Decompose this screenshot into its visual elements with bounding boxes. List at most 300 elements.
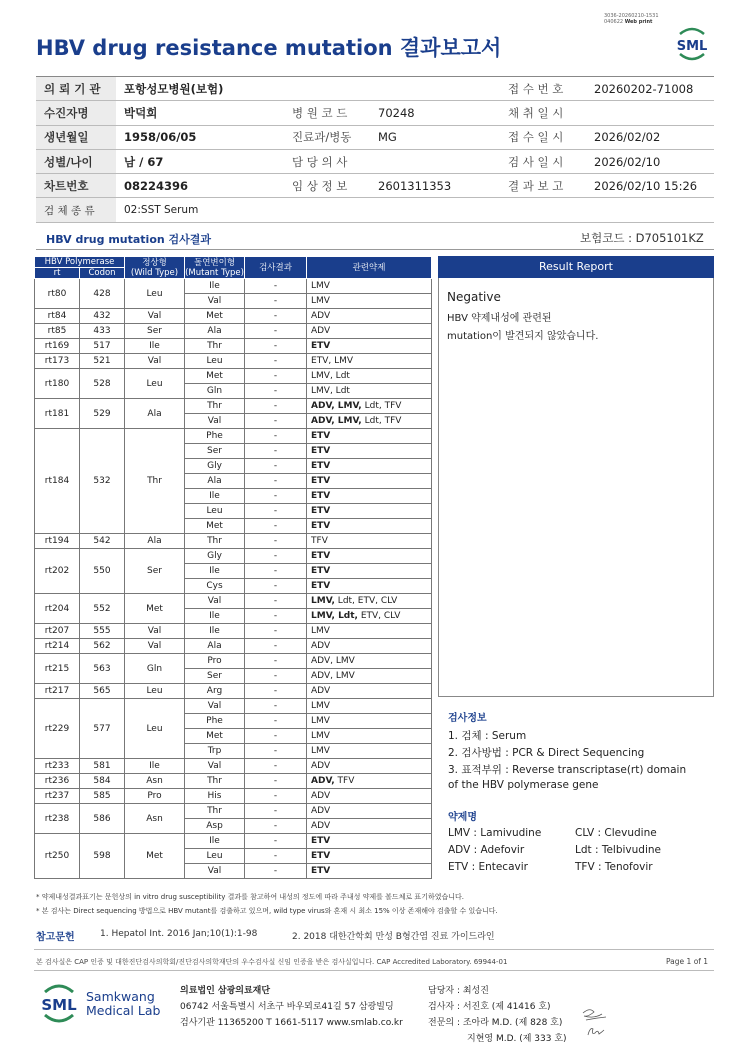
- drug-cell: [307, 834, 432, 849]
- drug-cell: [307, 399, 432, 414]
- result-cell: -: [245, 474, 307, 489]
- result-cell: -: [245, 849, 307, 864]
- collect-date-label: 채 취 일 시: [500, 101, 586, 125]
- drug-cell: [307, 579, 432, 594]
- mutant-type-cell: Phe: [185, 429, 245, 444]
- print-id: 3036-20260210-1531 040622 Web print: [604, 13, 659, 25]
- result-cell: -: [245, 729, 307, 744]
- note-2: * 본 검사는 Direct sequencing 방법으로 HBV mutant를 검출하고 있으며, wild type virus와 혼재 시 최소 15% 이상 존재해야 검출할 수 있습니다.: [36, 907, 498, 915]
- drug-name-item: ETV : Entecavir: [448, 861, 528, 873]
- drug-text: ETV: [311, 566, 331, 576]
- drug-text: Ldt, ETV, CLV: [334, 596, 398, 606]
- mutation-row: [35, 279, 432, 294]
- report-date-label: 결 과 보 고: [500, 174, 586, 198]
- wild-type-cell: Ile: [125, 339, 185, 354]
- mutant-type-cell: Phe: [185, 714, 245, 729]
- codon-cell: 581: [80, 759, 125, 774]
- rt-cell: rt238: [35, 804, 80, 834]
- sex-age-value: 남 / 67: [116, 149, 284, 173]
- result-cell: -: [245, 654, 307, 669]
- drug-name-item: Ldt : Telbivudine: [575, 844, 661, 856]
- drug-cell: [307, 354, 432, 369]
- wild-type-cell: Leu: [125, 699, 185, 759]
- wild-type-cell: Leu: [125, 369, 185, 399]
- mutant-type-cell: Met: [185, 309, 245, 324]
- specimen-value: 02:SST Serum: [116, 198, 714, 222]
- drug-cell: [307, 339, 432, 354]
- mutant-type-cell: Thr: [185, 399, 245, 414]
- result-cell: -: [245, 684, 307, 699]
- result-cell: -: [245, 339, 307, 354]
- rt-cell: rt194: [35, 534, 80, 549]
- codon-cell: 521: [80, 354, 125, 369]
- doctor-label: 담 당 의 사: [284, 149, 370, 173]
- result-cell: -: [245, 834, 307, 849]
- result-text-line1: HBV 약제내성에 관련된: [447, 313, 552, 324]
- result-cell: -: [245, 789, 307, 804]
- rt-cell: rt204: [35, 594, 80, 624]
- chart-value: 08224396: [116, 174, 284, 198]
- drug-cell: [307, 594, 432, 609]
- drug-text: LMV: [311, 296, 330, 306]
- mutant-type-cell: Ile: [185, 834, 245, 849]
- drug-cell: [307, 429, 432, 444]
- codon-cell: 598: [80, 834, 125, 879]
- mutant-type-cell: Trp: [185, 744, 245, 759]
- drug-text: ETV: [311, 866, 331, 876]
- result-cell: -: [245, 774, 307, 789]
- wild-type-cell: Ser: [125, 324, 185, 339]
- drug-cell: [307, 759, 432, 774]
- result-cell: -: [245, 354, 307, 369]
- codon-cell: 563: [80, 654, 125, 684]
- drug-text: ETV: [311, 446, 331, 456]
- drug-cell: [307, 744, 432, 759]
- result-cell: -: [245, 864, 307, 879]
- sex-age-label: 성별/나이: [36, 149, 116, 173]
- drug-text: Ldt, TFV: [361, 401, 402, 411]
- wild-type-cell: Asn: [125, 774, 185, 789]
- mutant-type-cell: Thr: [185, 774, 245, 789]
- drug-names-title: 약제명: [448, 812, 477, 823]
- rt-cell: rt173: [35, 354, 80, 369]
- codon-cell: 552: [80, 594, 125, 624]
- codon-cell: 542: [80, 534, 125, 549]
- codon-cell: 532: [80, 429, 125, 534]
- rt-cell: rt207: [35, 624, 80, 639]
- mutant-type-cell: Pro: [185, 654, 245, 669]
- sml-logo-icon: [36, 982, 82, 1024]
- drug-text: ADV: [311, 821, 331, 831]
- test-date-value: 2026/02/10: [586, 149, 714, 173]
- mutation-row: [35, 684, 432, 699]
- drug-cell: [307, 819, 432, 834]
- drug-text: ETV: [311, 461, 331, 471]
- result-cell: -: [245, 669, 307, 684]
- wild-type-cell: Ser: [125, 549, 185, 594]
- receipt-no-label: 접 수 번 호: [500, 77, 586, 101]
- codon-cell: 550: [80, 549, 125, 594]
- drug-cell: [307, 294, 432, 309]
- drug-text: Ldt, TFV: [361, 416, 402, 426]
- mutant-type-cell: Cys: [185, 579, 245, 594]
- drug-cell: [307, 564, 432, 579]
- drug-cell: [307, 669, 432, 684]
- mutation-row: [35, 429, 432, 444]
- drug-cell: [307, 384, 432, 399]
- mutant-type-cell: Asp: [185, 819, 245, 834]
- codon-cell: 433: [80, 324, 125, 339]
- result-report-header: Result Report: [438, 256, 714, 278]
- drug-text: ADV: [311, 326, 331, 336]
- result-cell: -: [245, 534, 307, 549]
- footer-divider: [34, 970, 714, 971]
- mutation-row: [35, 324, 432, 339]
- rt-cell: rt229: [35, 699, 80, 759]
- brand-name: Samkwang Medical Lab: [86, 989, 161, 1018]
- mutant-type-cell: Gln: [185, 384, 245, 399]
- rt-cell: rt180: [35, 369, 80, 399]
- header-codon: Codon: [80, 268, 125, 279]
- drug-text: ADV, LMV,: [311, 401, 362, 411]
- wild-type-cell: Leu: [125, 684, 185, 699]
- wild-type-cell: Asn: [125, 804, 185, 834]
- clinical-label: 임 상 정 보: [284, 174, 370, 198]
- header-mutant: 돌연변이형 (Mutant Type): [185, 257, 244, 278]
- rt-cell: rt236: [35, 774, 80, 789]
- result-cell: -: [245, 324, 307, 339]
- drug-cell: [307, 414, 432, 429]
- drug-cell: [307, 789, 432, 804]
- rt-cell: rt217: [35, 684, 80, 699]
- result-cell: -: [245, 744, 307, 759]
- mutant-type-cell: Ser: [185, 444, 245, 459]
- signature-icon: [580, 1005, 610, 1039]
- patient-info-table: [36, 76, 714, 223]
- receipt-no-value: 20260202-71008: [586, 77, 714, 101]
- report-date-value: 2026/02/10 15:26: [586, 174, 714, 198]
- mutation-row: [35, 354, 432, 369]
- mutation-row: [35, 834, 432, 849]
- mutant-type-cell: Ala: [185, 474, 245, 489]
- wild-type-cell: Val: [125, 309, 185, 324]
- codon-cell: 565: [80, 684, 125, 699]
- wild-type-cell: Val: [125, 639, 185, 654]
- drug-text: ETV: [311, 851, 331, 861]
- mutant-type-cell: Thr: [185, 804, 245, 819]
- wild-type-cell: Gln: [125, 654, 185, 684]
- result-cell: -: [245, 594, 307, 609]
- drug-text: LMV, Ldt: [311, 371, 350, 381]
- result-cell: -: [245, 279, 307, 294]
- drug-cell: [307, 444, 432, 459]
- drug-text: ADV: [311, 791, 331, 801]
- mutant-type-cell: Gly: [185, 549, 245, 564]
- mutant-type-cell: Ile: [185, 489, 245, 504]
- drug-cell: [307, 309, 432, 324]
- drug-cell: [307, 729, 432, 744]
- wild-type-cell: Val: [125, 354, 185, 369]
- drug-cell: [307, 654, 432, 669]
- header-result: 검사결과: [245, 257, 307, 279]
- result-cell: -: [245, 639, 307, 654]
- codon-cell: 555: [80, 624, 125, 639]
- hospital-code-label: 병 원 코 드: [284, 101, 370, 125]
- doctor-value: [370, 149, 500, 173]
- result-cell: -: [245, 399, 307, 414]
- result-text-line2: mutation이 발견되지 않았습니다.: [447, 331, 599, 342]
- header-drugs: 관련약제: [307, 257, 432, 279]
- drug-name-item: CLV : Clevudine: [575, 827, 657, 839]
- recipient-value: 박덕희: [116, 101, 284, 125]
- drug-text: LMV,: [311, 596, 335, 606]
- mutant-type-cell: Met: [185, 369, 245, 384]
- mutant-type-cell: Val: [185, 759, 245, 774]
- mutation-row: [35, 804, 432, 819]
- birth-label: 생년월일: [36, 125, 116, 149]
- drug-cell: [307, 519, 432, 534]
- mutation-row: [35, 339, 432, 354]
- mutation-row: [35, 309, 432, 324]
- drug-cell: [307, 459, 432, 474]
- wild-type-cell: Leu: [125, 279, 185, 309]
- reference-1: 1. Hepatol Int. 2016 Jan;10(1):1-98: [100, 929, 258, 939]
- mutant-type-cell: Val: [185, 294, 245, 309]
- codon-cell: 562: [80, 639, 125, 654]
- page-title: HBV drug resistance mutation 결과보고서: [36, 36, 502, 60]
- wild-type-cell: Met: [125, 594, 185, 624]
- mutant-type-cell: Ala: [185, 639, 245, 654]
- result-cell: -: [245, 564, 307, 579]
- drug-text: ADV: [311, 806, 331, 816]
- header-wild: 정상형 (Wild Type): [125, 257, 185, 279]
- mutant-type-cell: His: [185, 789, 245, 804]
- mutation-table: [34, 256, 432, 879]
- drug-cell: [307, 774, 432, 789]
- mutant-type-cell: Ile: [185, 564, 245, 579]
- result-cell: -: [245, 624, 307, 639]
- mutant-type-cell: Ile: [185, 279, 245, 294]
- result-cell: -: [245, 489, 307, 504]
- mutation-row: [35, 774, 432, 789]
- drug-text: ADV: [311, 686, 331, 696]
- test-info-item: of the HBV polymerase gene: [448, 779, 599, 791]
- mutant-type-cell: Val: [185, 699, 245, 714]
- drug-text: ADV: [311, 641, 331, 651]
- result-cell: -: [245, 369, 307, 384]
- drug-text: ETV: [311, 491, 331, 501]
- drug-text: ADV: [311, 761, 331, 771]
- dept-label: 진료과/병동: [284, 125, 370, 149]
- header-polymerase: HBV Polymerase: [35, 257, 125, 268]
- mutant-type-cell: Thr: [185, 339, 245, 354]
- wild-type-cell: Met: [125, 834, 185, 879]
- hospital-code-value: 70248: [370, 101, 500, 125]
- mutant-type-cell: Leu: [185, 849, 245, 864]
- result-cell: -: [245, 459, 307, 474]
- codon-cell: 585: [80, 789, 125, 804]
- clinical-value: 2601311353: [370, 174, 500, 198]
- drug-text: ETV: [311, 521, 331, 531]
- test-info-title: 검사정보: [448, 713, 487, 724]
- drug-cell: [307, 684, 432, 699]
- rt-cell: rt215: [35, 654, 80, 684]
- drug-cell: [307, 279, 432, 294]
- rt-cell: rt237: [35, 789, 80, 804]
- mutant-type-cell: Gly: [185, 459, 245, 474]
- rt-cell: rt85: [35, 324, 80, 339]
- drug-cell: [307, 549, 432, 564]
- test-info-item: 3. 표적부위 : Reverse transcriptase(rt) domain: [448, 764, 687, 776]
- codon-cell: 528: [80, 369, 125, 399]
- reference-2: 2. 2018 대한간학회 만성 B형간염 진료 가이드라인: [292, 932, 495, 942]
- mutation-row: [35, 789, 432, 804]
- drug-text: LMV: [311, 281, 330, 291]
- mutation-row: [35, 624, 432, 639]
- rt-cell: rt169: [35, 339, 80, 354]
- drug-text: ADV: [311, 311, 331, 321]
- section-title: HBV drug mutation 검사결과: [46, 233, 212, 246]
- result-cell: -: [245, 609, 307, 624]
- drug-cell: [307, 639, 432, 654]
- logo-text: SML: [41, 996, 77, 1014]
- rt-cell: rt181: [35, 399, 80, 429]
- drug-text: LMV, Ldt,: [311, 611, 358, 621]
- drug-cell: [307, 864, 432, 879]
- result-cell: -: [245, 429, 307, 444]
- mutation-row: [35, 639, 432, 654]
- receipt-date-label: 접 수 일 시: [500, 125, 586, 149]
- page-number: Page 1 of 1: [666, 957, 709, 966]
- drug-name-item: LMV : Lamivudine: [448, 827, 542, 839]
- drug-text: ETV: [311, 836, 331, 846]
- dept-value: MG: [370, 125, 500, 149]
- result-cell: -: [245, 549, 307, 564]
- footer-divider: [34, 949, 714, 950]
- drug-text: ETV: [311, 431, 331, 441]
- drug-text: LMV: [311, 701, 330, 711]
- drug-cell: [307, 804, 432, 819]
- drug-cell: [307, 624, 432, 639]
- result-cell: -: [245, 804, 307, 819]
- mutant-type-cell: Ile: [185, 609, 245, 624]
- codon-cell: 584: [80, 774, 125, 789]
- result-cell: -: [245, 309, 307, 324]
- mutation-row: [35, 399, 432, 414]
- drug-text: LMV, Ldt: [311, 386, 350, 396]
- drug-text: ETV: [311, 506, 331, 516]
- drug-cell: [307, 474, 432, 489]
- collect-date-value: [586, 101, 714, 125]
- drug-cell: [307, 504, 432, 519]
- drug-text: LMV: [311, 716, 330, 726]
- section-divider: [36, 249, 714, 250]
- chart-label: 차트번호: [36, 174, 116, 198]
- test-info-item: 2. 검사방법 : PCR & Direct Sequencing: [448, 747, 645, 759]
- drug-cell: [307, 609, 432, 624]
- drug-text: ADV, LMV,: [311, 416, 362, 426]
- drug-cell: [307, 369, 432, 384]
- rt-cell: rt84: [35, 309, 80, 324]
- drug-cell: [307, 849, 432, 864]
- drug-text: ETV, LMV: [311, 356, 354, 366]
- drug-cell: [307, 699, 432, 714]
- specimen-label: 검 체 종 류: [36, 198, 116, 222]
- result-cell: -: [245, 699, 307, 714]
- birth-value: 1958/06/05: [116, 125, 284, 149]
- codon-cell: 432: [80, 309, 125, 324]
- mutant-type-cell: Leu: [185, 504, 245, 519]
- drug-text: LMV: [311, 626, 330, 636]
- wild-type-cell: Val: [125, 624, 185, 639]
- result-cell: -: [245, 384, 307, 399]
- drug-text: ADV, LMV: [311, 671, 355, 681]
- rt-cell: rt184: [35, 429, 80, 534]
- wild-type-cell: Ile: [125, 759, 185, 774]
- result-cell: -: [245, 444, 307, 459]
- logo-text: SML: [676, 39, 708, 54]
- drug-text: ETV: [311, 476, 331, 486]
- drug-text: TFV: [334, 776, 355, 786]
- mutant-type-cell: Val: [185, 594, 245, 609]
- result-cell: -: [245, 759, 307, 774]
- requester-value: 포항성모병원(보험): [116, 77, 500, 101]
- result-cell: -: [245, 579, 307, 594]
- test-date-label: 검 사 일 시: [500, 149, 586, 173]
- mutant-type-cell: Thr: [185, 534, 245, 549]
- mutant-type-cell: Leu: [185, 354, 245, 369]
- mutation-row: [35, 699, 432, 714]
- drug-text: LMV: [311, 746, 330, 756]
- mutant-type-cell: Met: [185, 519, 245, 534]
- drug-text: ADV,: [311, 776, 335, 786]
- wild-type-cell: Ala: [125, 399, 185, 429]
- rt-cell: rt233: [35, 759, 80, 774]
- mutant-type-cell: Ser: [185, 669, 245, 684]
- drug-cell: [307, 534, 432, 549]
- rt-cell: rt214: [35, 639, 80, 654]
- mutation-row: [35, 594, 432, 609]
- result-value: Negative: [447, 290, 501, 304]
- staff-info: 담당자 : 최성진 검사자 : 서진호 (제 41416 호) 전문의 : 조아라 M.D. (제 828 호) 지현영 M.D. (제 333 호): [428, 986, 567, 1044]
- wild-type-cell: Pro: [125, 789, 185, 804]
- references-title: 참고문헌: [36, 932, 75, 943]
- mutant-type-cell: Met: [185, 729, 245, 744]
- result-cell: -: [245, 714, 307, 729]
- test-info-item: 1. 검체 : Serum: [448, 730, 527, 742]
- sml-logo-icon: [672, 26, 712, 62]
- recipient-label: 수진자명: [36, 101, 116, 125]
- mutation-table-body: [35, 279, 432, 879]
- certification: 본 검사실은 CAP 인증 및 대한진단검사의학회/진단검사의학재단의 우수검사실 신임 인증을 받은 검사실입니다. CAP Accredited Laboratory. 69944-01: [36, 958, 508, 966]
- mutant-type-cell: Ile: [185, 624, 245, 639]
- codon-cell: 529: [80, 399, 125, 429]
- codon-cell: 428: [80, 279, 125, 309]
- mutant-type-cell: Val: [185, 414, 245, 429]
- rt-cell: rt250: [35, 834, 80, 879]
- note-1: * 약제내성결과표기는 문헌상의 in vitro drug susceptibility 결과를 참고하여 내성의 정도에 따라 주내성 약제를 볼드체로 표기하였습니다.: [36, 893, 464, 901]
- wild-type-cell: Ala: [125, 534, 185, 549]
- wild-type-cell: Thr: [125, 429, 185, 534]
- result-cell: -: [245, 294, 307, 309]
- codon-cell: 586: [80, 804, 125, 834]
- mutant-type-cell: Val: [185, 864, 245, 879]
- drug-text: ETV: [311, 341, 331, 351]
- mutation-row: [35, 534, 432, 549]
- drug-cell: [307, 714, 432, 729]
- mutation-row: [35, 369, 432, 384]
- drug-text: TFV: [311, 536, 328, 546]
